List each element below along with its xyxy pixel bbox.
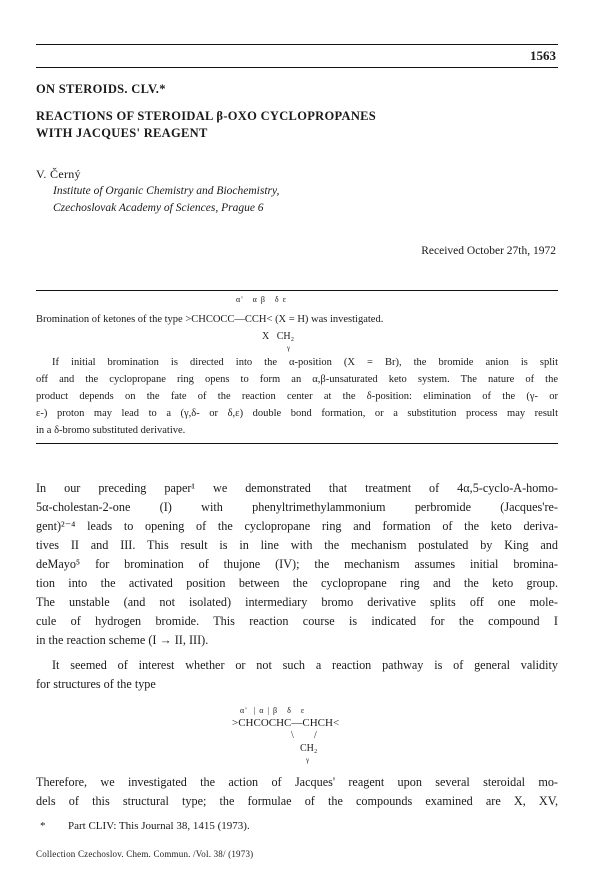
header-rule: [36, 44, 558, 45]
abstract-line-1-pre: Bromination of ketones of the type: [36, 314, 183, 325]
formula2-bond-left: >: [232, 717, 239, 729]
abstract-top-rule: [36, 290, 558, 291]
body-line: deMayo⁵ for bromination of thujone (IV); the mechanism assumes initial bromina-: [36, 557, 558, 571]
abstract-formula-gamma: γ: [287, 344, 291, 352]
body-line: In our preceding paper¹ we demonstrated that treatment of 4α,5-cyclo-A-homo-: [36, 481, 558, 495]
formula2-ring-right: /: [314, 730, 317, 741]
abstract-formula-substituents: X CH₂: [262, 331, 295, 342]
body-line: The unstable (and not isolated) intermediary bromo derivative splits off one mole-: [36, 595, 558, 609]
body-line: 5α-cholestan-2-one (I) with phenyltrimethylammonium perbromide (Jacques're-: [36, 500, 558, 514]
footnote: Part CLIV: This Journal 38, 1415 (1973).: [68, 820, 250, 832]
received-date: Received October 27th, 1972: [421, 245, 556, 257]
abstract-formula: [185, 314, 275, 325]
abstract-line-6: in a δ-bromo substituted derivative.: [36, 425, 186, 436]
formula-bond-right: <: [266, 314, 273, 325]
body-line: cule of hydrogen bromide. This reaction course is indicated for the compound I: [36, 614, 558, 628]
formula2-bond-right: <: [332, 717, 340, 729]
abstract-line-1-post: (X = H) was investigated.: [275, 314, 384, 325]
header-rule-lower: [36, 67, 558, 68]
body-line: for structures of the type: [36, 677, 156, 691]
formula2-substituent: CH₂: [300, 743, 318, 754]
formula2-ring-left: \: [291, 730, 294, 741]
body-line: tion into the activated position between the cyclopropane ring and the keto group.: [36, 576, 558, 590]
affiliation-line2: Czechoslovak Academy of Sciences, Prague 6: [53, 202, 264, 214]
body-line: Therefore, we investigated the action of Jacques' reagent upon several steroidal mo-: [36, 775, 558, 789]
abstract-formula-main: CHCOCC—CCH: [191, 314, 267, 325]
series-title: ON STEROIDS. CLV.*: [36, 82, 166, 96]
formula2-labels: α' | α | β δ ε: [240, 706, 306, 715]
page-number: 1563: [530, 48, 556, 63]
article-title-line1: REACTIONS OF STEROIDAL β-OXO CYCLOPROPANES: [36, 109, 377, 123]
abstract-line-5: ε-) proton may lead to a (γ,δ- or δ,ε) double bond formation, or a substitution process may result: [36, 408, 558, 419]
footnote-mark: *: [40, 820, 46, 832]
article-title-line2: WITH JACQUES' REAGENT: [36, 126, 208, 140]
body-line: in the reaction scheme (I → II, III).: [36, 633, 209, 647]
abstract-line-3: off and the cyclopropane ring opens to form an α,β-unsaturated keto system. The nature of the: [36, 374, 558, 385]
abstract-formula-labels: α' α β δ ε: [236, 295, 288, 304]
abstract-line-4: product depends on the fate of the reaction center at the δ-position: elimination of the (γ- or: [36, 391, 558, 402]
author: V. Černý: [36, 167, 81, 181]
formula2-main: CHCOCHC—CHCH: [238, 717, 333, 729]
affiliation-line1: Institute of Organic Chemistry and Biochemistry,: [53, 185, 280, 197]
formula2: [232, 717, 339, 729]
abstract-line-2: If initial bromination is directed into the α-position (X = Br), the bromide anion is split: [52, 357, 558, 368]
body-line: It seemed of interest whether or not such a reaction pathway is of general validity: [52, 658, 558, 672]
abstract-bottom-rule: [36, 443, 558, 444]
body-line: tives II and III. This result is in line with the mechanism postulated by King and: [36, 538, 558, 552]
body-line: dels of this structural type; the formulae of the compounds examined are X, XV,: [36, 794, 558, 808]
formula-bond-left: >: [185, 314, 192, 325]
body-line: gent)²⁻⁴ leads to opening of the cyclopropane ring and formation of the keto deriva-: [36, 519, 558, 533]
journal-footer: Collection Czechoslov. Chem. Commun. /Vol. 38/ (1973): [36, 849, 254, 859]
abstract-line-1: [36, 312, 383, 329]
formula2-gamma: γ: [306, 756, 310, 764]
